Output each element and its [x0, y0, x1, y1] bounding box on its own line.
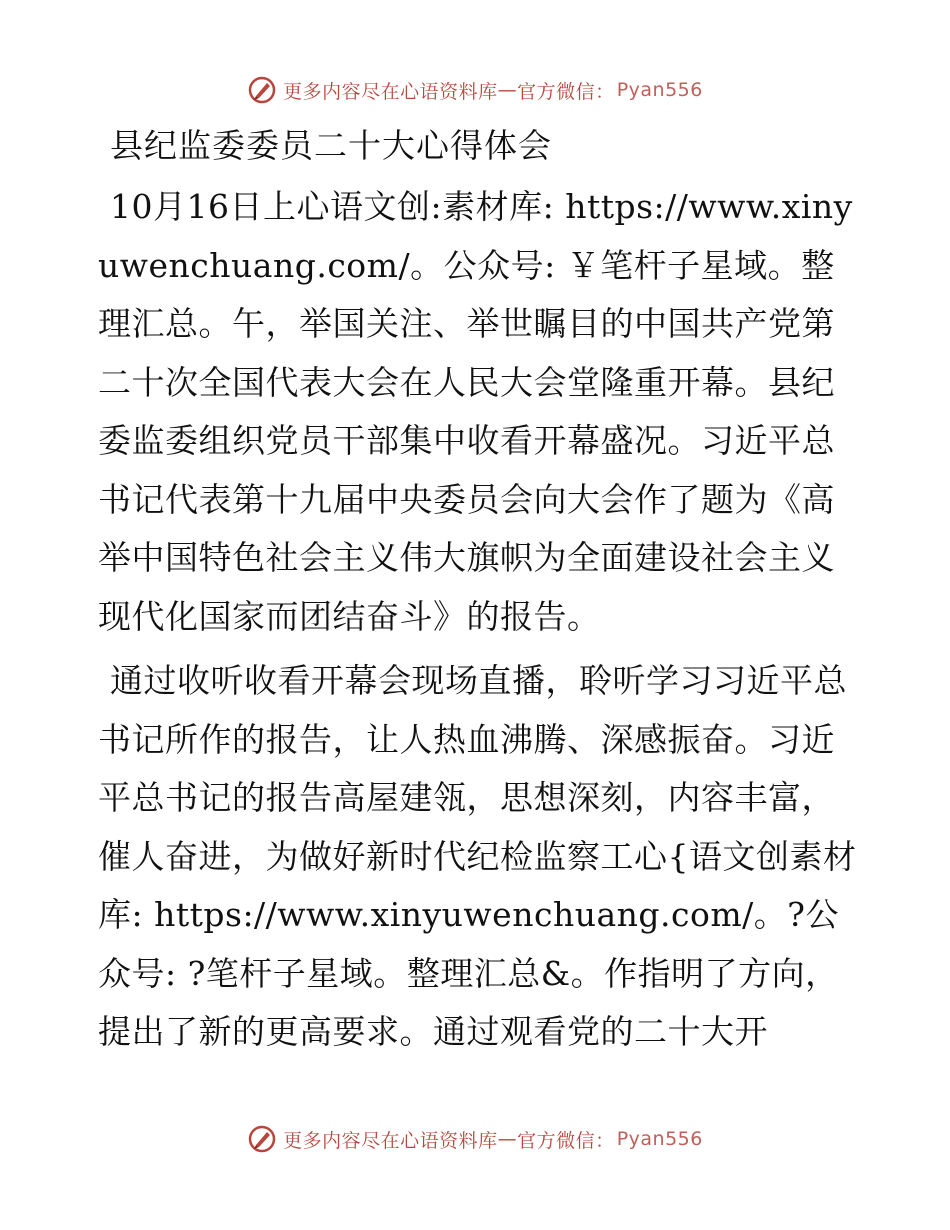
paragraph-1: 10月16日上心语文创:素材库: https://www.xinyuwenchuang.com/。公众号: ￥笔杆子星域。整理汇总。午，举国关注、举世瞩目的中国共产党第二十次全国代表大会在人民大会堂隆重开幕。县纪委监委组织党员干部集中收看开幕盛况。习近平总书记代表第十九届中央委员会向大会作了题为《高举中国特色社会主义伟大旗帜为全面建设社会主义现代化国家而团结奋斗》的报告。 — [98, 187, 853, 636]
banner-wechat-id: Pyan556 — [616, 1128, 703, 1150]
banner-dash: — — [497, 1128, 518, 1150]
banner-wechat-label: 官方微信： — [517, 80, 615, 103]
banner-main-text: 更多内容尽在心语资料库 — [283, 1129, 498, 1152]
document-title: 县纪监委委员二十大心得体会 — [110, 126, 552, 165]
paragraph-2: 通过收听收看开幕会现场直播，聆听学习习近平总书记所作的报告，让人热血沸腾、深感振奋。习近平总书记的报告高屋建瓴，思想深刻，内容丰富，催人奋进，为做好新时代纪检监察工心{语文创素材库: https://www.xinyuwenchuang.com/。?公众号: ?笔杆子星域。整理汇总&。作指明了方向，提出了新的更高要求。通过观看党的二十大开 — [98, 661, 857, 1051]
banner-wechat-label: 官方微信： — [517, 1129, 615, 1152]
footer-watermark-banner — [0, 1119, 950, 1159]
header-watermark-banner — [0, 70, 950, 110]
banner-wechat-id: Pyan556 — [616, 79, 703, 101]
pen-seal-logo-icon — [247, 75, 277, 105]
document-body — [98, 118, 858, 1062]
banner-main-text: 更多内容尽在心语资料库 — [283, 80, 498, 103]
banner-dash: — — [497, 79, 518, 101]
pen-seal-logo-icon — [247, 1124, 277, 1154]
